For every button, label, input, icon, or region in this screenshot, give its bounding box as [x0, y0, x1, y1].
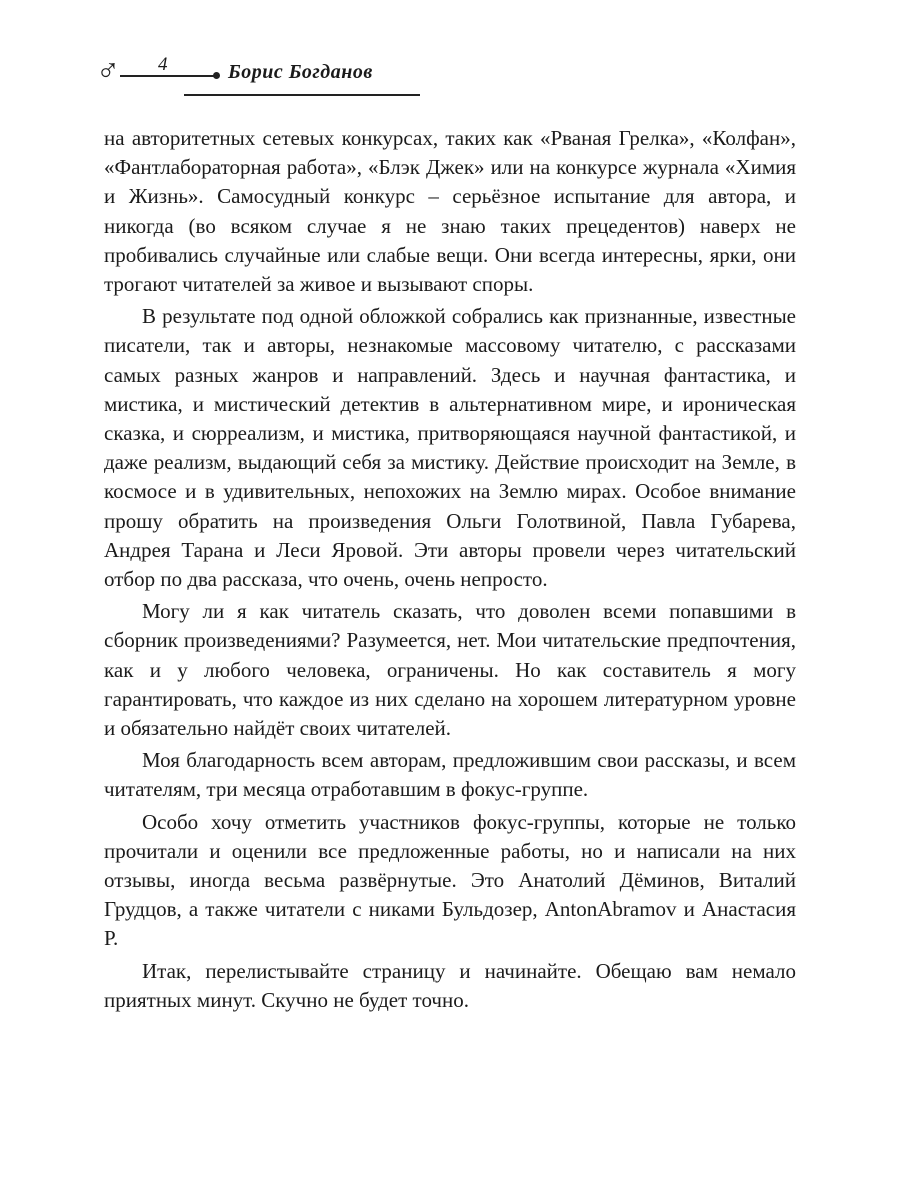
paragraph: Моя благодарность всем авторам, предложившим свои рассказы, и всем читателям, три месяца отработавшим в фокус-группе.	[104, 748, 796, 802]
body-text	[104, 124, 796, 1015]
paragraph: Особо хочу отметить участников фокус-группы, которые не только прочитали и оценили все предложенные работы, но и написали на них отзывы, иногда весьма развёрнутые. Это Анатолий Дёминов, Виталий Грудцов, а также читатели с никами Бульдозер, AntonAbramov и Анастасия Р.	[104, 809, 796, 951]
running-head-author: Борис Богданов	[228, 61, 373, 83]
paragraph: В результате под одной обложкой собрались как признанные, известные писатели, так и авторы, незнакомые массовому читателю, с рассказами самых разных жанров и направлений. Здесь и научная фантастика, и мистика, и мистический детектив в альтернативном мире, и ироническая сказка, и сюрреализм, и мистика, притворяющаяся научной фантастикой, и даже реализм, выдающий себя за мистику. Действие происходит на Земле, в космосе и в удивительных, непохожих на Землю мирах. Особое внимание прошу обратить на произведения Ольги Голотвиной, Павла Губарева, Андрея Тарана и Леси Яровой. Эти авторы провели через читательский отбор по два рассказа, что очень, очень непросто.	[104, 304, 796, 592]
header-rule-bottom	[184, 94, 420, 96]
header-rule-left	[120, 75, 214, 77]
page-number: 4	[158, 54, 168, 75]
paragraph: Могу ли я как читатель сказать, что доволен всеми попавшими в сборник произведениями? Разумеется, нет. Мои читательские предпочтения, как и у любого человека, ограничены. Но как составитель я могу гарантировать, что каждое из них сделано на хорошем литературном уровне и обязательно найдёт своих читателей.	[104, 599, 796, 741]
paragraph: Итак, перелистывайте страницу и начинайте. Обещаю вам немало приятных минут. Скучно не будет точно.	[104, 958, 796, 1012]
paragraph-continued: на авторитетных сетевых конкурсах, таких как «Рваная Грелка», «Колфан», «Фантлабораторная работа», «Блэк Джек» или на конкурсе журнала «Химия и Жизнь». Самосудный конкурс – серьёзное испытание для автора, и никогда (во всяком случае я не знаю таких прецедентов) наверх не пробивались случайные или слабые вещи. Они всегда интересны, ярки, они трогают читателей за живое и вызывают споры.	[104, 126, 796, 297]
running-head	[96, 52, 426, 102]
male-symbol-icon: ♂	[96, 52, 120, 88]
header-dot-icon	[213, 72, 220, 79]
